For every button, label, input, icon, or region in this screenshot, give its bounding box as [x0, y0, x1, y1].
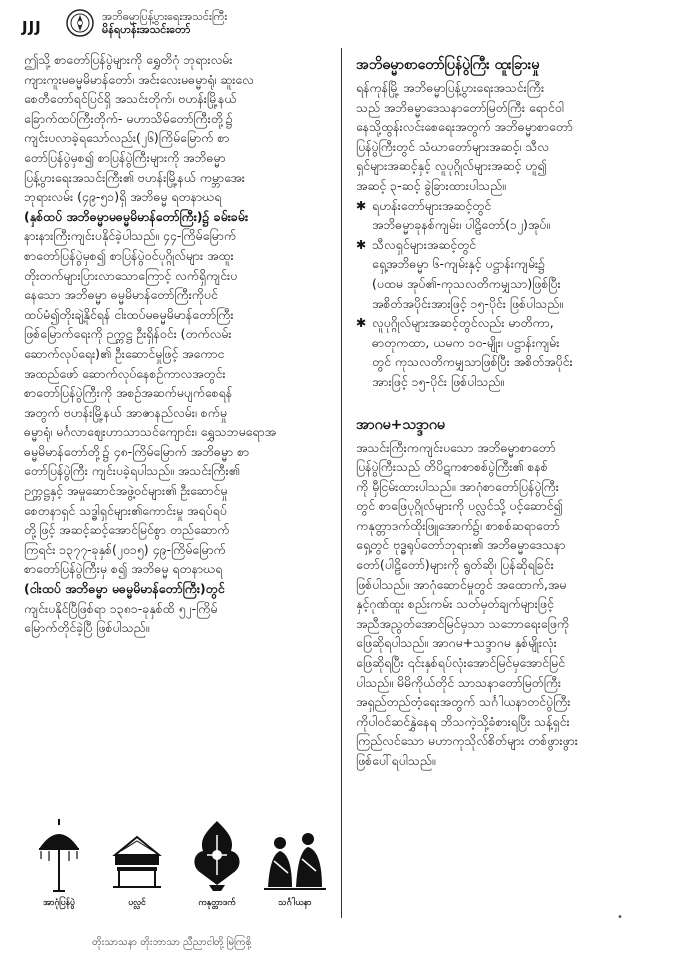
org-name-line2: မိန်ရဟန်းအသင်းတော် [102, 23, 191, 36]
org-name [102, 10, 227, 36]
umbrella-icon [31, 815, 87, 895]
illustration-label: ကနုတ္တာဒက် [198, 898, 236, 908]
text-line: အထည်ဖော် ဆောက်လုပ်နေစဉ်ကာလအတွင်း [24, 365, 226, 381]
illustration-label: ပလ္လင် [128, 898, 146, 908]
text-line: နှင့်ဂုဏ်ထူး စည်းကမ်း သတ်မှတ်ချက်များဖြင့် [356, 596, 554, 612]
illustration-label: သင်္ဂါယနာ [278, 898, 312, 908]
text-line: ဓမ္မမိမာန်တော်တို့၌ ၄၈-ကြိမ်မြောက် အဘိဓမ္မာ စာ [24, 443, 250, 459]
text-line: ပြန်ပွဲကြီးတွင် သံဃာတော်များအဆင့်၊ သီလ [356, 138, 549, 154]
text-line: အတွက် ဗဟန်းမြို့နယ် အာဇာနည်လမ်း၊ စက်မှု [24, 404, 227, 420]
text-line: ကြရင်း ၁၃၇၇-ခုနှစ်(၂၀၁၅) ၄၉-ကြိမ်မြောက် [24, 541, 226, 557]
text-line: ဖြစ်ပါသည်။ အာဂုံဆောင်မှုတွင် အထောက်,အမ [356, 576, 567, 592]
dot-mark: • [617, 912, 623, 923]
text-line: တို့ဖြင့် အဆင့်ဆင့်အောင်မြင်စွာ တည်ဆောက် [24, 522, 230, 538]
bullet-line: တွင် ကုသလတိကမျှသာဖြစ်ပြီး အစိတ်အပိုင်း [372, 354, 573, 370]
text-line: နေသော အဘိဓမ္မာ ဓမ္မမိမာန်တော်ကြီးကိုပင် [24, 287, 218, 303]
page-header [22, 8, 652, 42]
throne-icon [107, 815, 167, 895]
text-line: ဘုရားလမ်း (၄၉-၅၁)ရှိ အဘိဓမ္မ ရတနာဃရ [24, 189, 222, 205]
bullet-item [356, 235, 656, 313]
text-line: ဖြေဆိုရပါသည်။ အာဂမ+သဒ္ဒာဂမ နှစ်မျိုးလုံး [356, 635, 557, 651]
text-line: ကျင်းပလာခဲ့ရသော်လည်း(၂၆)ကြိမ်မြောက် စာ [24, 130, 230, 146]
bullet-item [356, 196, 656, 235]
bullet-line: လူပုဂ္ဂိုလ်များအဆင့်တွင်လည်း မာတိကာ, [372, 315, 554, 331]
text-line: တိုးတက်များပြားလာသောကြောင့် လက်ရှိကျင်းပ [24, 267, 238, 283]
bullet-line: အစိတ်အပိုင်းအားဖြင့် ၁၅-ပိုင်း ဖြစ်ပါသည်။ [372, 295, 563, 311]
text-line: စာတော်ပြန်ပွဲကြီးကို အစဉ်အဆက်မပျက်စေရန် [24, 385, 233, 401]
footer-slogan: တိုးသာသနာ တိုးဘာသာ ညီညာငါတို့ မြဲကြစို့ [92, 937, 252, 948]
text-line: ပြန့်ပွားရေးအသင်းကြီး၏ ဗဟန်းမြို့နယ် ကမ္ဘာအေး [24, 169, 245, 185]
text-line: နေသို့ထွန်းလင်းစေရေးအတွက် အဘိဓမ္မာစာတော် [356, 119, 573, 135]
bullet-star-icon: ✱ [356, 236, 367, 252]
text-line: ဉက္ကဋ္ဌနှင့် အမှုဆောင်အဖွဲ့ဝင်များ၏ ဦးဆောင်မှု [24, 483, 228, 499]
bullet-line: အားဖြင့် ၁၅-ပိုင်း ဖြစ်ပါသည်။ [372, 373, 505, 389]
text-line: သည် အဘိဓမ္မာဒေသနာတော်မြတ်ကြီး ရောင်ဝါ [356, 99, 564, 115]
bullet-star-icon: ✱ [356, 197, 367, 213]
bullet-item [356, 313, 656, 391]
right-column [356, 50, 656, 771]
section-title: အဘိဓမ္မာစာတော်ပြန်ပွဲကြီး ထူးခြားမှု [356, 57, 540, 73]
page-number: JJJ [22, 18, 42, 36]
illustration-row [24, 815, 332, 925]
section-title: အာဂမ+သဒ္ဒာဂမ [356, 416, 445, 433]
text-line: ရှေ့တွင် ဗုဒ္ဓရုပ်တော်ဘုရား၏ အဘိဓမ္မာဒေသနာ [356, 537, 566, 553]
text-line: ဖြစ်ပေါ်ရပါသည်။ [356, 753, 436, 768]
illustration-item [260, 815, 330, 909]
org-name-line1: အဘိဓမ္မာပြန့်ပွားရေးအသင်းကြီး [102, 10, 228, 23]
column-divider [341, 48, 342, 918]
text-line: ကျင်းပနိုင်ပြီဖြစ်ရာ ၁၃၈၁-ခုနှစ်ထိ ၅၂-ကြိမ် [24, 600, 218, 616]
text-line: ဓမ္မာရုံ၊ မင်္ဂလာဈေးဟာသာသင်ကျောင်း၊ ရွှေသဘမရောအ [24, 424, 276, 440]
text-line-bold: (နှစ်ထပ် အဘိဓမ္မာမဓမ္မမိမာန်တော်ကြီး)၌ ခမ်းခမ်း [24, 208, 249, 224]
org-logo-icon [66, 9, 94, 37]
text-line: စာတော်ပြန်ပွဲကြီးမှ စ၍ အဘိဓမ္မ ရတနာဃရ [24, 561, 223, 577]
bullet-line: ရဟန်းတော်များအဆင့်တွင် [372, 197, 492, 213]
text-line: နားနားကြီးကျင်းပနိုင်ခဲ့ပါသည်။ ၄၄-ကြိမ်မြောက် [24, 228, 236, 244]
text-line: ကနုတ္တာဒက်ထိုးဖြူအောက်၌၊ စာစစ်ဆရာတော် [356, 517, 560, 533]
text-line: တော်(ပါဠိတော်)များကို ရွတ်ဆို၊ ပြန်ဆိုရခြင်း [356, 557, 554, 573]
bullet-line: သီလရှင်များအဆင့်တွင် [372, 236, 477, 252]
text-line: တွင် စာဖြေပုဂ္ဂိုလ်များကို ပလ္လင်သို့ ပင့်ဆောင်၍ [356, 498, 563, 514]
text-line: အသင်းကြီးကကျင်းပသော အဘိဓမ္မာစာတော် [356, 439, 556, 455]
text-line: စေတီတော်ရင်ပြင်ရှိ အသင်းတိုက်၊ ဗဟန်းမြို့နယ် [24, 91, 237, 107]
illustration-item [102, 815, 172, 909]
bullet-line: အဘိဓမ္မာခုနစ်ကျမ်း၊ ပါဠိတော်(၁၂)အုပ်။ [372, 217, 551, 233]
text-line: ကြည်လင်သော မဟာကုသိုလ်စိတ်များ တစ်ဖွားဖွား [356, 733, 578, 749]
text-line: တော်ပြန်ပွဲမှစ၍ စာပြန်ပွဲကြီးများကို အဘိဓမ္မာ [24, 149, 226, 165]
left-column [24, 50, 332, 638]
illustration-label: အာဂုံပြန်ပွဲ [43, 898, 75, 908]
text-line: အညီအညွတ်အောင်မြင်မှသာ သဘောရေးဖြေကို [356, 615, 569, 631]
text-line: အဆင့် ၃-ဆင့် ခွဲခြားထားပါသည်။ [356, 177, 506, 193]
bullet-line: ဓာတုကထာ, ယမက ၁၀-မျိုး၊ ပဋ္ဌာန်းကျမ်း [372, 334, 560, 350]
illustration-item [182, 815, 252, 909]
text-line: ခြောက်ထပ်ကြီးတိုက်- မဟာသိမ်တော်ကြီးတို့၌ [24, 110, 233, 126]
monks-icon [262, 815, 328, 895]
text-line: မြောက်တိုင်ခဲ့ပြီ ဖြစ်ပါသည်။ [24, 620, 150, 636]
text-line: ရှင်များအဆင့်နှင့် လူပုဂ္ဂိုလ်များအဆင့် ဟူ၍ [356, 158, 547, 174]
text-line: ပြန်ပွဲကြီးသည် တိပိဋကစာစစ်ပွဲကြီး၏ စနစ် [356, 459, 548, 475]
text-line: ဖြေဆိုရပြီး ၎င်းနှစ်ရပ်လုံးအောင်မြင်မှအောင်မြင် [356, 655, 565, 671]
text-line: ဆောက်လုပ်ရေး)၏ ဦးဆောင်မှုဖြင့် အကောင [24, 345, 225, 361]
bullet-line: ရှေ့အဘိဓမ္မာ ၆-ကျမ်းနှင့် ပဋ္ဌာန်းကျမ်း၌ [372, 256, 546, 272]
text-line: ဖြစ်မြောက်ရေးကို ဉက္ကဋ္ဌ ဦးရှိန်ဝင်း (တက်လမ်း [24, 326, 232, 342]
text-line: တော်ပြန်ပွဲကြီး ကျင်းပခဲ့ရပါသည်။ အသင်းကြီး၏ [24, 463, 240, 479]
text-line: ကို မှီငြမ်းထားပါသည်။ အာဂုံစာတော်ပြန်ပွဲကြီး [356, 478, 559, 494]
text-line: စေတနာရှင် သဒ္ဓါရှင်များ၏ကောင်းမှု အရပ်ရပ် [24, 502, 227, 518]
text-line: စာတော်ပြန်ပွဲမှစ၍ စာပြန်ပွဲဝင်ပုဂ္ဂိုလ်များ အထူး [24, 247, 234, 263]
text-line: ကျားကူးမဓမ္မမိမာန်တော်၊ အင်းလေးမဓမ္မာရုံ၊ ဆူးလေ [24, 71, 254, 87]
emblem-icon [187, 815, 247, 895]
text-line: ရန်ကုန်မြို့ အဘိဓမ္မာပြန့်ပွားရေးအသင်းကြီး [356, 80, 545, 95]
text-line: ထပ်မံ၍တိုးချဲ့နိုင်ရန် ငါးထပ်မဓမ္မမိမာန်တော်ကြီး [24, 306, 234, 322]
text-line: ပါသည်။ မိမိကိုယ်တိုင် သာသနာတော်မြတ်ကြီး [356, 674, 562, 690]
bullet-star-icon: ✱ [356, 315, 367, 331]
illustration-item [24, 815, 94, 909]
text-line: ကိုပါဝင်ဆင်နွှဲနေရ ဘိသကဲ့သို့ခံစားရပြီး သန့်ရှင်း [356, 713, 570, 729]
text-line: ဤသို့ စာတော်ပြန်ပွဲများကို ရွှေတိဂုံ ဘုရားလမ်း [24, 52, 233, 67]
bullet-line: (ပထမ အုပ်၏-ကုသလတိကမျှသာ)ဖြစ်ပြီး [372, 275, 561, 291]
text-line: အရှည်တည်တံ့ရေးအတွက် သင်္ဂါယနာတင်ပွဲကြီး [356, 694, 571, 710]
text-line-bold: (ငါးထပ် အဘိဓမ္မာ မဓမ္မမိမာန်တော်ကြီး)တွင် [24, 581, 225, 597]
